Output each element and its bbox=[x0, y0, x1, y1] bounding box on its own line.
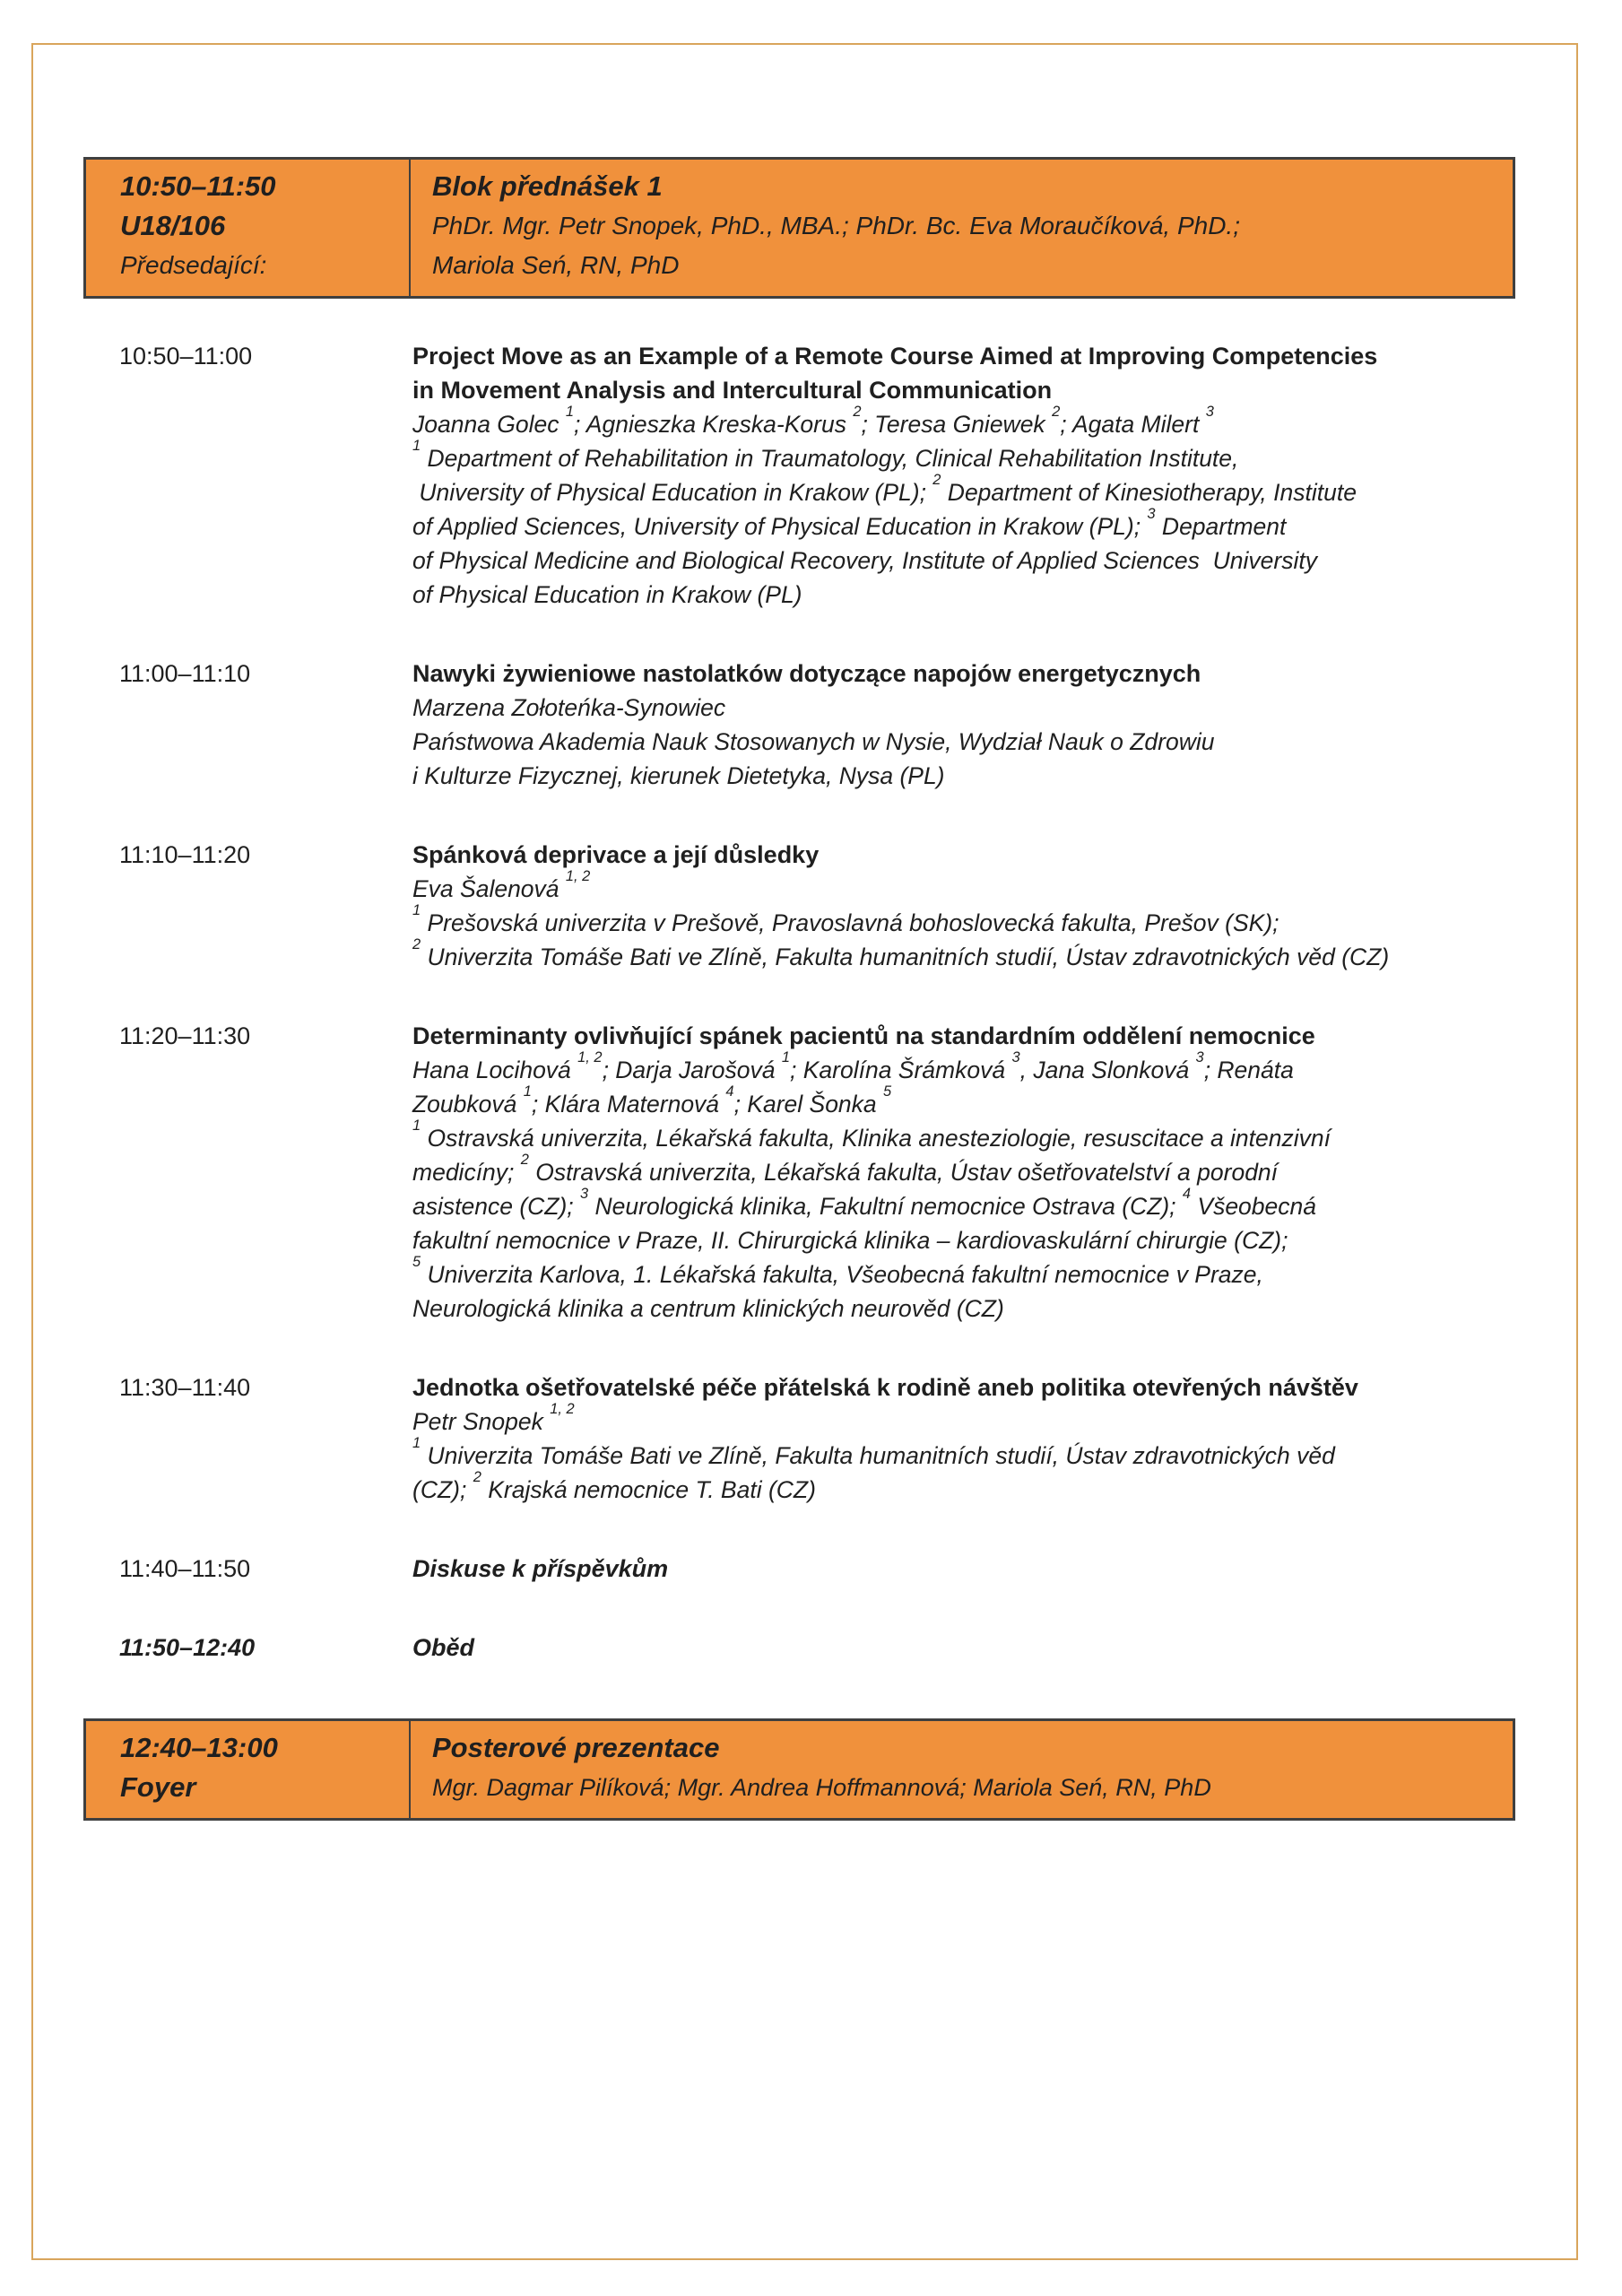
entry-affiliation-line: of Physical Education in Krakow (PL) bbox=[412, 581, 802, 608]
entry-time: 11:10–11:20 bbox=[119, 841, 251, 868]
session-chair-label: Předsedající: bbox=[120, 251, 267, 279]
poster-session-title: Posterové prezentace bbox=[432, 1732, 720, 1763]
poster-session-block bbox=[83, 1718, 1515, 1821]
session-header-left-cell bbox=[86, 160, 411, 296]
entry-details bbox=[412, 1370, 1515, 1507]
session-chairs-line-1: PhDr. Mgr. Petr Snopek, PhD., MBA.; PhDr. Bc. Eva Moraučíková, PhD.; bbox=[432, 212, 1240, 239]
entry-affiliation-line: fakultní nemocnice v Praze, II. Chirurgická klinika – kardiovaskulární chirurgie (CZ); bbox=[412, 1227, 1288, 1254]
entry-affiliation-line: University of Physical Education in Krakow (PL); $^2$ Department of Kinesiotherapy, Institute bbox=[412, 471, 1357, 506]
poster-session-chairs: Mgr. Dagmar Pilíková; Mgr. Andrea Hoffmannová; Mariola Seń, RN, PhD bbox=[432, 1774, 1211, 1801]
program-content bbox=[83, 157, 1515, 1821]
schedule-entry bbox=[83, 1552, 1515, 1586]
entry-affiliation-line: $^1$ Univerzita Tomáše Bati ve Zlíně, Fakulta humanitních studií, Ústav zdravotnických věd bbox=[412, 1434, 1335, 1469]
entry-affiliation-line: Neurologická klinika a centrum klinických neurověd (CZ) bbox=[412, 1295, 1004, 1322]
entry-title-line: Nawyki żywieniowe nastolatków dotyczące napojów energetycznych bbox=[412, 660, 1201, 687]
session-room: U18/106 bbox=[120, 210, 226, 241]
entry-title-line: Jednotka ošetřovatelské péče přátelská k rodině aneb politika otevřených návštěv bbox=[412, 1374, 1358, 1401]
entry-details bbox=[412, 339, 1515, 612]
entry-affiliation-line: $^2$ Univerzita Tomáše Bati ve Zlíně, Fakulta humanitních studií, Ústav zdravotnických věd (CZ) bbox=[412, 935, 1390, 970]
entry-affiliation-line: of Applied Sciences, University of Physical Education in Krakow (PL); $^3$ Department bbox=[412, 505, 1287, 540]
entry-details bbox=[412, 1631, 1515, 1665]
entry-authors-line: Eva Šalenová $^{1, 2}$ bbox=[412, 867, 591, 902]
schedule-entries-list bbox=[83, 339, 1515, 1665]
schedule-entry bbox=[83, 1631, 1515, 1665]
session-time: 10:50–11:50 bbox=[120, 170, 276, 202]
entry-details bbox=[412, 657, 1515, 793]
entry-affiliation-line: i Kulturze Fizycznej, kierunek Dietetyka, Nysa (PL) bbox=[412, 762, 945, 789]
entry-affiliation-line: $^1$ Ostravská univerzita, Lékařská fakulta, Klinika anesteziologie, resuscitace a intenzivní bbox=[412, 1117, 1331, 1152]
entry-title-line: Determinanty ovlivňující spánek pacientů na standardním oddělení nemocnice bbox=[412, 1022, 1315, 1049]
entry-authors-line: Hana Locihová $^{1, 2}$; Darja Jarošová $^1$; Karolína Šrámková $^3$, Jana Slonková $^3$; Renáta bbox=[412, 1048, 1294, 1083]
entry-title-line: in Movement Analysis and Intercultural Communication bbox=[412, 377, 1053, 404]
session-chairs-line-2: Mariola Seń, RN, PhD bbox=[432, 251, 680, 279]
poster-session-left-cell bbox=[86, 1721, 411, 1818]
entry-details bbox=[412, 1019, 1515, 1326]
entry-affiliation-line: Państwowa Akademia Nauk Stosowanych w Nysie, Wydział Nauk o Zdrowiu bbox=[412, 728, 1215, 755]
entry-details bbox=[412, 1552, 1515, 1586]
entry-time: 11:40–11:50 bbox=[119, 1555, 251, 1582]
entry-authors-line: Petr Snopek $^{1, 2}$ bbox=[412, 1400, 575, 1435]
session-title: Blok přednášek 1 bbox=[432, 170, 663, 202]
poster-session-room: Foyer bbox=[120, 1771, 196, 1803]
schedule-entry bbox=[83, 657, 1515, 793]
entry-details bbox=[412, 838, 1515, 974]
poster-session-time: 12:40–13:00 bbox=[120, 1732, 278, 1763]
entry-title-line: Spánková deprivace a její důsledky bbox=[412, 841, 820, 868]
schedule-entry bbox=[83, 838, 1515, 974]
entry-authors-line: Zoubková $^1$; Klára Maternová $^4$; Karel Šonka $^5$ bbox=[412, 1083, 892, 1118]
entry-authors-line: Joanna Golec $^1$; Agnieszka Kreska-Korus $^2$; Teresa Gniewek $^2$; Agata Milert $^3$ bbox=[412, 403, 1214, 438]
entry-affiliation-line: medicíny; $^2$ Ostravská univerzita, Lékařská fakulta, Ústav ošetřovatelství a porodní bbox=[412, 1151, 1279, 1186]
entry-affiliation-line: asistence (CZ); $^3$ Neurologická klinika, Fakultní nemocnice Ostrava (CZ); $^4$ Všeobecná bbox=[412, 1185, 1316, 1220]
entry-affiliation-line: $^5$ Univerzita Karlova, 1. Lékařská fakulta, Všeobecná fakultní nemocnice v Praze, bbox=[412, 1253, 1263, 1288]
entry-title-line: Oběd bbox=[412, 1634, 475, 1661]
entry-affiliation-line: $^1$ Prešovská univerzita v Prešově, Pravoslavná bohoslovecká fakulta, Prešov (SK); bbox=[412, 901, 1279, 936]
entry-time: 11:00–11:10 bbox=[119, 660, 251, 687]
entry-time: 11:50–12:40 bbox=[119, 1634, 256, 1661]
entry-time: 11:20–11:30 bbox=[119, 1022, 251, 1049]
poster-session-right-cell bbox=[411, 1721, 1513, 1818]
session-header-block bbox=[83, 157, 1515, 299]
entry-authors-line: Marzena Zołoteńka-Synowiec bbox=[412, 694, 726, 721]
entry-time: 11:30–11:40 bbox=[119, 1374, 251, 1401]
entry-title-line: Diskuse k příspěvkům bbox=[412, 1555, 669, 1582]
schedule-entry bbox=[83, 1370, 1515, 1507]
entry-affiliation-line: $^1$ Department of Rehabilitation in Traumatology, Clinical Rehabilitation Institute, bbox=[412, 437, 1239, 472]
entry-title-line: Project Move as an Example of a Remote Course Aimed at Improving Competencies bbox=[412, 343, 1378, 370]
schedule-entry bbox=[83, 339, 1515, 612]
entry-time: 10:50–11:00 bbox=[119, 343, 253, 370]
session-header-right-cell bbox=[411, 160, 1513, 296]
entry-affiliation-line: of Physical Medicine and Biological Recovery, Institute of Applied Sciences University bbox=[412, 547, 1317, 574]
entry-affiliation-line: (CZ); $^2$ Krajská nemocnice T. Bati (CZ) bbox=[412, 1468, 816, 1503]
schedule-entry bbox=[83, 1019, 1515, 1326]
